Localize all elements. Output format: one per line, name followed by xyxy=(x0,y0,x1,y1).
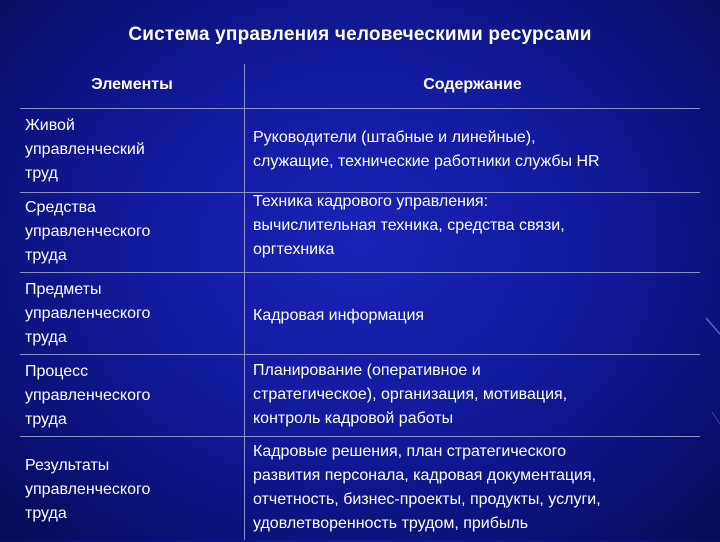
content-cell: Техника кадрового управления: вычислительная техника, средства связи, оргтехника xyxy=(253,193,565,258)
header-elements: Элементы xyxy=(91,76,173,93)
table-row xyxy=(0,438,720,538)
element-cell: Живой управленческий труд xyxy=(25,117,145,182)
hr-system-table xyxy=(0,64,720,540)
row-divider xyxy=(20,272,700,273)
content-cell: Планирование (оперативное и стратегическое), организация, мотивация, контроль кадровой работы xyxy=(253,362,568,427)
row-divider xyxy=(20,108,700,109)
header-content: Содержание xyxy=(423,76,522,93)
content-cell: Руководители (штабные и линейные), служащие, технические работники службы HR xyxy=(253,129,600,170)
table-row xyxy=(0,110,720,190)
content-cell: Кадровая информация xyxy=(253,307,425,324)
element-cell: Предметы управленческого труда xyxy=(25,281,151,346)
element-cell: Результаты управленческого труда xyxy=(25,457,151,522)
element-cell: Средства управленческого труда xyxy=(25,199,151,264)
element-cell: Процесс управленческого труда xyxy=(25,363,151,428)
table-row xyxy=(0,356,720,436)
row-divider xyxy=(20,436,700,437)
content-cell: Кадровые решения, план стратегического развития персонала, кадровая документация, отчетность, бизнес-проекты, продукты, услуги, удовлетворенность трудом, прибыль xyxy=(253,443,601,532)
page-title: Система управления человеческими ресурсами xyxy=(128,24,592,45)
table-row xyxy=(0,193,720,271)
table-row xyxy=(0,274,720,354)
